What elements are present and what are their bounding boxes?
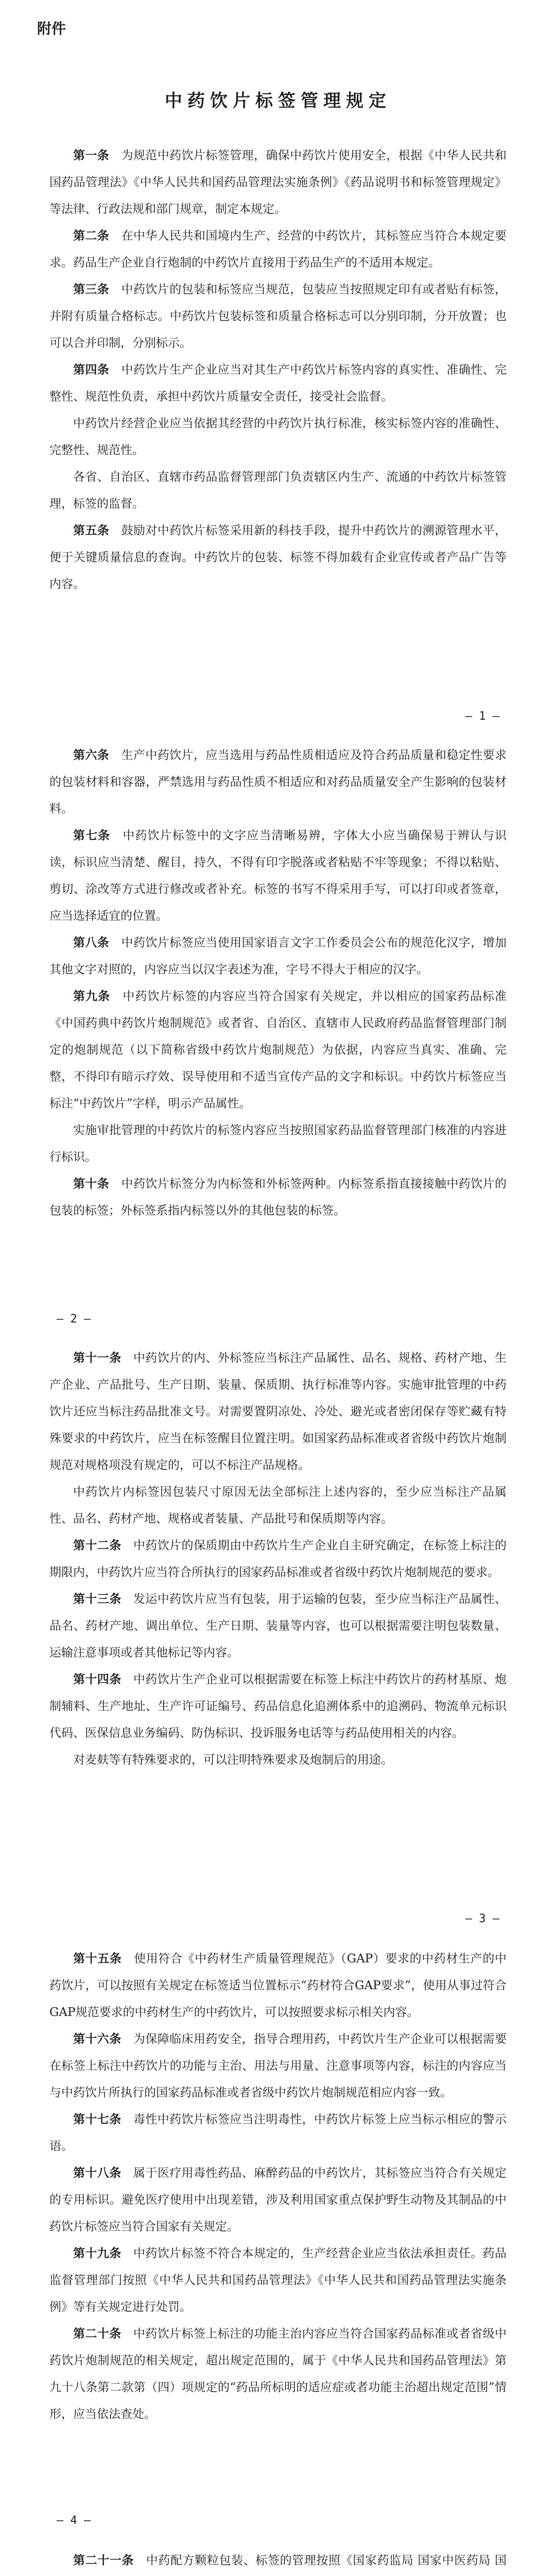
article-number: 第十六条 — [73, 2032, 121, 2046]
article-13 — [49, 1586, 507, 1666]
article-4-para-3: 各省、自治区、直辖市药品监督管理部门负责辖区内生产、流通的中药饮片标签管理，标签的监督。 — [49, 470, 507, 511]
article-4 — [49, 357, 507, 410]
document-title: 中药饮片标签管理规定 — [165, 91, 391, 111]
content-block-5 — [49, 2547, 507, 2576]
article-number: 第四条 — [73, 363, 110, 377]
article-9-para-2: 实施审批管理的中药饮片的标签内容应当按照国家药品监督管理部门核准的内容进行标识。 — [49, 1124, 507, 1164]
article-number: 第十三条 — [73, 1592, 121, 1606]
content-block-3 — [49, 1345, 507, 1773]
article-text: 中药饮片的内、外标签应当标注产品属性、品名、规格、药材产地、生产企业、产品批号、生产日期、装量、保质期、执行标准等内容。实施审批管理的中药饮片还应当标注药品批准文号。对需要置阴凉处、冷处、避光或者密闭保存等贮藏有特殊要求的中药饮片，应当在标签醒目位置注明。如国家药品标准或者省级中药饮片炮制规范对规格项没有规定的，可以不标注产品规格。 — [49, 1351, 507, 1472]
article-number: 第三条 — [73, 283, 110, 296]
article-text: 中药饮片标签应当使用国家语言文字工作委员会公布的规范化汉字，增加其他文字对照的，内容应当以汉字表述为准，字号不得大于相应的汉字。 — [49, 936, 507, 976]
article-text: 鼓励对中药饮片标签采用新的科技手段，提升中药饮片的溯源管理水平，便于关键质量信息的查询。中药饮片的包装、标签不得加载有企业宣传或者产品广告等内容。 — [49, 524, 507, 591]
article-number: 第十一条 — [73, 1351, 121, 1365]
article-number: 第十九条 — [73, 2247, 121, 2260]
article-text: 使用符合《中药材生产质量管理规范》（GAP）要求的中药材生产的中药饮片，可以按照有关规定在标签适当位置标示“药材符合GAP要求”，使用从事过符合GAP规范要求的中药材生产的中药饮片，可以按照要求标示相关内容。 — [49, 1952, 507, 2019]
article-number: 第十条 — [73, 1177, 110, 1191]
article-16 — [49, 2026, 507, 2106]
page-number: — 3 — — [465, 1912, 499, 1925]
article-number: 第十二条 — [73, 1539, 121, 1552]
article-14 — [49, 1666, 507, 1747]
article-8 — [49, 929, 507, 983]
content-block-1 — [49, 142, 507, 598]
article-number: 第十七条 — [73, 2113, 121, 2126]
article-text: 为规范中药饮片标签管理，确保中药饮片使用安全，根据《中华人民共和国药品管理法》《中华人民共和国药品管理法实施条例》《药品说明书和标签管理规定》等法律、行政法规和部门规章，制定本规定。 — [49, 149, 507, 216]
article-text: 中药饮片生产企业应当对其生产中药饮片标签内容的真实性、准确性、完整性、规范性负责，承担中药饮片质量安全责任，接受社会监督。 — [49, 363, 507, 403]
page-number: — 2 — — [57, 1313, 91, 1326]
article-19 — [49, 2240, 507, 2320]
article-text: 在中华人民共和国境内生产、经营的中药饮片，其标签应当符合本规定要求。药品生产企业自行炮制的中药饮片直接用于药品生产的不适用本规定。 — [49, 229, 507, 269]
attachment-label: 附件 — [37, 20, 66, 37]
article-number: 第十八条 — [73, 2166, 121, 2180]
article-text: 中药饮片标签不符合本规定的，生产经营企业应当依法承担责任。药品监督管理部门按照《中华人民共和国药品管理法》《中华人民共和国药品管理法实施条例》等有关规定进行处罚。 — [49, 2247, 507, 2314]
article-text: 发运中药饮片应当有包装，用于运输的包装，至少应当标注产品属性、品名、药材产地、调出单位、生产日期、装量等内容，也可以根据需要注明包装数量、运输注意事项或者其他标记等内容。 — [49, 1592, 507, 1659]
article-text: 中药饮片标签上标注的功能主治内容应当符合国家药品标准或者省级中药饮片炮制规范的相关规定，超出规定范围的，属于《中华人民共和国药品管理法》第九十八条第二款第（四）项规定的“药品所标明的适应症或者功能主治超出规定范围”情形，应当依法查处。 — [49, 2327, 507, 2421]
article-10 — [49, 1171, 507, 1224]
page-number: — 4 — — [57, 2514, 91, 2527]
article-4-para-2: 中药饮片经营企业应当依据其经营的中药饮片执行标准，核实标签内容的准确性、完整性、规范性。 — [49, 417, 507, 457]
content-block-2 — [49, 742, 507, 1224]
article-text: 为保障临床用药安全，指导合理用药，中药饮片生产企业可以根据需要在标签上标注中药饮片的功能与主治、用法与用量、注意事项等内容，标注的内容应当与中药饮片所执行的国家药品标准或者省级中药饮片炮制规范相应内容一致。 — [49, 2032, 507, 2099]
article-text: 生产中药饮片，应当选用与药品性质相适应及符合药品质量和稳定性要求的包装材料和容器，严禁选用与药品性质不相适应和对药品质量安全产生影响的包装材料。 — [49, 749, 507, 816]
article-text: 中药饮片标签中的文字应当清晰易辨，字体大小应当确保易于辨认与识读，标识应当清楚、醒目，持久，不得有印字脱落或者粘贴不牢等现象；不得以粘贴、剪切、涂改等方式进行修改或者补充。标签的书写不得采用手写，可以打印或者签章，应当选择适宜的位置。 — [49, 829, 507, 923]
article-number: 第五条 — [73, 524, 110, 537]
article-9 — [49, 983, 507, 1117]
article-number: 第一条 — [73, 149, 110, 162]
article-12 — [49, 1532, 507, 1586]
article-number: 第十四条 — [73, 1673, 121, 1686]
article-number: 第八条 — [73, 936, 110, 950]
article-11 — [49, 1345, 507, 1479]
article-text: 中药饮片生产企业可以根据需要在标签上标注中药饮片的药材基原、炮制辅料、生产地址、生产许可证编号、药品信息化追溯体系中的追溯码、物流单元标识代码、医保信息业务编码、防伪标识、投诉服务电话等与药品使用相关的内容。 — [49, 1673, 507, 1740]
article-number: 第七条 — [73, 829, 111, 842]
article-text: 中药饮片的保质期由中药饮片生产企业自主研究确定，在标签上标注的期限内，中药饮片应当符合所执行的国家药品标准或者省级中药饮片炮制规范的要求。 — [49, 1539, 507, 1579]
article-1 — [49, 142, 507, 223]
article-14-para-2: 对麦麸等有特殊要求的，可以注明特殊要求及炮制后的用途。 — [73, 1753, 393, 1767]
article-18 — [49, 2160, 507, 2240]
article-text: 毒性中药饮片标签应当注明毒性，中药饮片标签上应当标示相应的警示语。 — [49, 2113, 507, 2153]
article-5 — [49, 517, 507, 598]
article-20 — [49, 2320, 507, 2428]
article-2 — [49, 223, 507, 276]
article-number: 第九条 — [73, 990, 111, 1003]
article-text: 中药饮片的包装和标签应当规范，包装应当按照规定印有或者贴有标签，并附有质量合格标志。中药饮片包装标签和质量合格标志可以分别印制，分开放置；也可以合并印制，分别标示。 — [49, 283, 507, 350]
page-number: — 1 — — [465, 710, 499, 723]
article-text: 中药配方颗粒包装、标签的管理按照《国家药监局 国家中医药局 国 — [146, 2554, 507, 2567]
article-17 — [49, 2106, 507, 2160]
article-number: 第十五条 — [73, 1952, 122, 1965]
article-number: 第六条 — [73, 749, 110, 762]
article-7 — [49, 822, 507, 929]
article-number: 第二十条 — [73, 2327, 121, 2341]
article-11-para-2: 中药饮片内标签因包装尺寸原因无法全部标注上述内容的，至少应当标注产品属性、品名、药材产地、规格或者装量、产品批号和保质期等内容。 — [49, 1485, 507, 1526]
article-text: 中药饮片标签分为内标签和外标签两种。内标签系指直接接触中药饮片的包装的标签；外标签系指内标签以外的其他包装的标签。 — [49, 1177, 507, 1217]
article-text: 中药饮片标签的内容应当符合国家有关规定，并以相应的国家药品标准《中国药典中药饮片炮制规范》或者省、自治区、直辖市人民政府药品监督管理部门制定的炮制规范（以下简称省级中药饮片炮制规范）为依据，内容应当真实、准确、完整，不得印有暗示疗效、误导使用和不适当宣传产品的文字和标识。中药饮片标签应当标注“中药饮片”字样，明示产品属性。 — [49, 990, 507, 1110]
article-6 — [49, 742, 507, 822]
article-21 — [49, 2547, 507, 2576]
article-number: 第二条 — [73, 229, 110, 243]
article-text: 属于医疗用毒性药品、麻醉药品的中药饮片，其标签应当符合有关规定的专用标识。避免医疗使用中出现差错，涉及利用国家重点保护野生动物及其制品的中药饮片标签应当符合国家有关规定。 — [49, 2166, 507, 2233]
article-3 — [49, 276, 507, 357]
article-15 — [49, 1945, 507, 2026]
content-block-4 — [49, 1945, 507, 2428]
article-number: 第二十一条 — [73, 2554, 134, 2567]
